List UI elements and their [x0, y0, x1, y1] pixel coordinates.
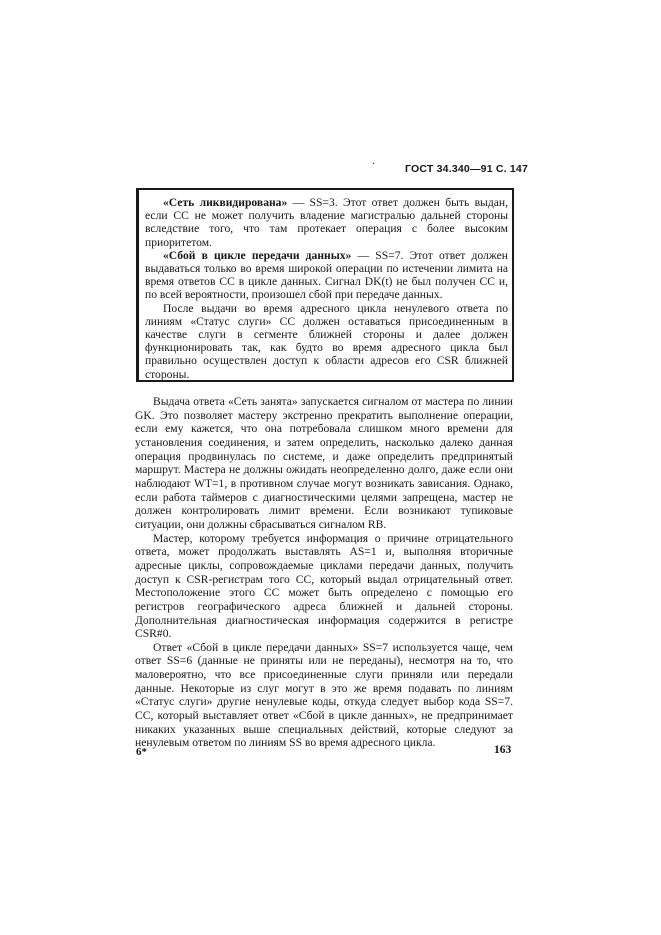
page-header: ГОСТ 34.340—91 С. 147	[405, 163, 528, 175]
term-data-cycle-failure: «Сбой в цикле передачи данных»	[163, 248, 352, 262]
footer-signature-mark: 6*	[136, 746, 147, 758]
body-paragraph-3: Ответ «Сбой в цикле передачи данных» SS=7 используется чаще, чем ответ SS=6 (данные не приняты или не переданы), несмотря на то, что маловероятно, что все присоединенные слуги приняли или передали данные. Некоторые из слуг могут в это же время подавать по линиям «Статус слуги» другие ненулевые коды, откуда следует выбор кода SS=7. СС, который выставляет ответ «Сбой в цикле данных», не предпринимает никаких указанных выше специальных действий, которые следуют за ненулевым ответом по линиям SS во время адресного цикла.	[135, 640, 513, 750]
boxed-section	[136, 188, 514, 382]
boxed-paragraph-3: После выдачи во время адресного цикла ненулевого ответа по линиям «Статус слуги» СС должен оставаться присоединенным в качестве слуги в сегменте ближней стороны и далее должен функционировать так, как будто во время адресного цикла был правильно осуществлен доступ к области адресов его CSR ближней стороны.	[145, 301, 508, 381]
definition-text: — SS=3. Этот ответ должен быть выдан, если СС не может получить владение магистралью дальней стороны вследствие того, что там протекает операция с более высоким приоритетом.	[145, 196, 508, 249]
boxed-paragraph-2	[145, 249, 508, 302]
term-network-liquidated: «Сеть ликвидирована»	[163, 196, 288, 209]
page-number: 163	[494, 744, 512, 756]
boxed-paragraph-1	[145, 196, 508, 249]
body-paragraph-1: Выдача ответа «Сеть занята» запускается сигналом от мастера по линии GK. Это позволяет мастеру экстренно прекратить выполнение операции, если ему кажется, что она потребовала слишком много времени для установления соединения, и затем определить, насколько далеко данная операция продвинулась по системе, и даже определить предпринятый маршрут. Мастера не должны ожидать неопределенно долго, даже если они наблюдают WT=1, в противном случае могут возникать зависания. Однако, если работа таймеров с диагностическими целями запрещена, мастер не должен контролировать лимит времени. Если возникают тупиковые ситуации, они должны сбрасываться сигналом RB.	[135, 395, 513, 531]
definition-text: — SS=7. Этот ответ должен выдаваться только во время широкой операции по истечении лимита на время ответов СС в цикле данных. Сигнал DK(t) не был получен СС и, по всей вероятности, произошел сбой при передаче данных.	[145, 248, 509, 302]
header-mark: ·	[372, 159, 376, 170]
body-paragraph-2: Мастер, которому требуется информация о причине отрицательного ответа, может продолжать выставлять AS=1 и, выполняя вторичные адресные циклы, сопровождаемые циклами передачи данных, получить доступ к CSR-регистрам того СС, который выдал отрицательный ответ. Местоположение этого СС может быть определено с помощью его регистров географического адреса ближней и дальней стороны. Дополнительная диагностическая информация содержится в регистре CSR#0.	[135, 531, 513, 641]
body-text	[135, 395, 513, 750]
